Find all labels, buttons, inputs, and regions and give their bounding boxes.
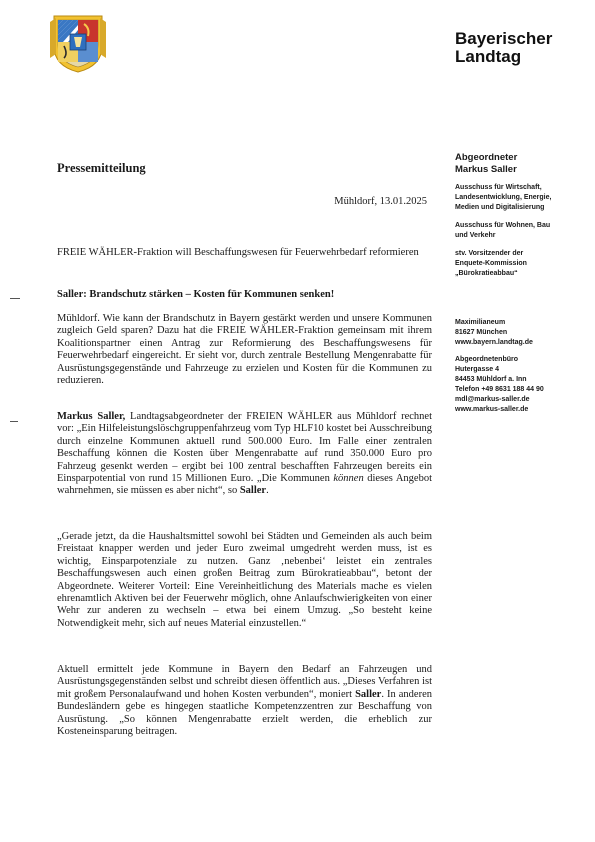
website-link[interactable]: www.markus-saller.de bbox=[455, 406, 529, 413]
committee-line: Enquete-Kommission bbox=[455, 260, 527, 267]
committee-item bbox=[455, 183, 590, 213]
paragraph bbox=[57, 664, 432, 738]
committee-item bbox=[455, 249, 590, 279]
office-address bbox=[455, 355, 590, 415]
person-name: Markus Saller, bbox=[57, 411, 126, 422]
person-name: Saller bbox=[239, 485, 267, 497]
paragraph-text: . bbox=[266, 485, 269, 497]
sidebar-committees bbox=[455, 183, 590, 287]
coat-of-arms-logo bbox=[50, 14, 106, 74]
brand-wordmark bbox=[455, 30, 585, 66]
brand-line-2: Landtag bbox=[455, 47, 522, 66]
paragraph-text: dieses Angebot wahrnehmen, sie müssen es aber nicht“, so bbox=[57, 473, 432, 497]
person-name: Saller bbox=[355, 688, 382, 700]
committee-line: Ausschuss für Wirtschaft, bbox=[455, 184, 542, 191]
fold-mark bbox=[10, 298, 20, 299]
committee-line: stv. Vorsitzender der bbox=[455, 250, 524, 257]
punch-mark bbox=[10, 421, 18, 422]
document-type: Pressemitteilung bbox=[57, 161, 146, 175]
phone-number[interactable]: Telefon +49 8631 188 44 90 bbox=[455, 386, 544, 393]
paragraph: „Gerade jetzt, da die Haushaltsmittel sowohl bei Städten und Gemeinden als auch beim Freistaat knapper werden und jeder Euro zweimal umgedreht werden muss, ist es wichtig, Einsparpotenziale zu nutzen. Ganz ‚nebenbei‘ leistet ein zentrales Beschaffungswesen auch einen großen Beitrag zum Bürokratieabbau“, betont der Abgeordnete. Weiterer Vorteil: Eine Vereinheitlichung des Materials mache es vielen ehrenamtlich Aktiven bei der Feuerwehr möglich, ohne Anlaufschwierigkeiten von einer Wehr zur anderen zu wechseln – etwa bei einem Umzug. „So besteht keine Notwendigkeit mehr, sich auf neues Material einzustellen.“ bbox=[57, 531, 432, 629]
paragraph-text: Aktuell ermittelt jede Kommune in Bayern den Bedarf an Fahrzeugen und Ausrüstungsgegenständen selbst und schreibt diesen öffentlich aus. „Dieses Verfahren ist mit großem Personalaufwand und hohen Kosten verbunden“, moniert bbox=[57, 664, 432, 700]
member-name: Markus Saller bbox=[455, 164, 517, 175]
place-date: Mühldorf, 13.01.2025 bbox=[334, 196, 427, 207]
email-link[interactable]: mdl@markus-saller.de bbox=[455, 396, 530, 403]
landtag-address bbox=[455, 318, 590, 348]
brand-line-1: Bayerischer bbox=[455, 29, 553, 48]
committee-line: Ausschuss für Wohnen, Bau bbox=[455, 222, 551, 229]
address-line: Maximilianeum bbox=[455, 319, 506, 326]
member-title: Abgeordneter bbox=[455, 152, 518, 163]
paragraph-text: Landtagsabgeordneter der FREIEN WÄHLER aus Mühldorf rechnet vor: „Ein Hilfeleistungslöschgruppenfahrzeug vom Typ HLF10 kostet bei Ausschreibung durch einzelne Kommunen aktuell rund 500.000 Euro. Im Falle einer zentralen Beschaffung können die Kosten über Mengenrabatte auf rund 350.000 Euro pro Fahrzeug gesenkt werden – ergibt bei 100 zentral beschafften Fahrzeugen bereits ein Einsparpotential von rund 15 Millionen Euro. „Die Kommunen bbox=[57, 411, 432, 485]
sidebar-member bbox=[455, 152, 590, 176]
committee-line: „Bürokratieabbau“ bbox=[455, 270, 518, 277]
headline: FREIE WÄHLER-Fraktion will Beschaffungswesen für Feuerwehrbedarf reformieren bbox=[57, 247, 419, 258]
committee-line: Landesentwicklung, Energie, bbox=[455, 194, 552, 201]
paragraph-text: . In anderen Bundesländern gebe es hingegen staatliche Kompetenzzentren zur Beschaffung von Ausrüstung. „So können Mengenrabatte erzielt werden, die erheblich zur Kosteneinsparung beitragen. bbox=[57, 688, 432, 738]
office-line: Hutergasse 4 bbox=[455, 366, 499, 373]
committee-item bbox=[455, 221, 590, 241]
subheadline: Saller: Brandschutz stärken – Kosten für Kommunen senken! bbox=[57, 289, 335, 300]
committee-line: Medien und Digitalisierung bbox=[455, 204, 545, 211]
office-line: Abgeordnetenbüro bbox=[455, 356, 518, 363]
paragraph bbox=[57, 411, 432, 498]
committee-line: und Verkehr bbox=[455, 232, 496, 239]
website-link[interactable]: www.bayern.landtag.de bbox=[455, 339, 533, 346]
sidebar-contact bbox=[455, 318, 590, 422]
office-line: 84453 Mühldorf a. Inn bbox=[455, 376, 527, 383]
emphasis: können bbox=[333, 473, 364, 485]
paragraph: Mühldorf. Wie kann der Brandschutz in Bayern gestärkt werden und unsere Kommunen zugleich Geld sparen? Dazu hat die FREIE WÄHLER-Fraktion gemeinsam mit ihrem Koalitionspartner einen Antrag zur Reformierung des Beschaffungswesens für Feuerwehrbedarf eingereicht. Er sieht vor, durch zentrale Bestellung Mengenrabatte für Ausrüstungsgegenstände und Fahrzeuge zu erzielen und Kosten für die Kommunen zu reduzieren. bbox=[57, 313, 432, 387]
address-line: 81627 München bbox=[455, 329, 508, 336]
